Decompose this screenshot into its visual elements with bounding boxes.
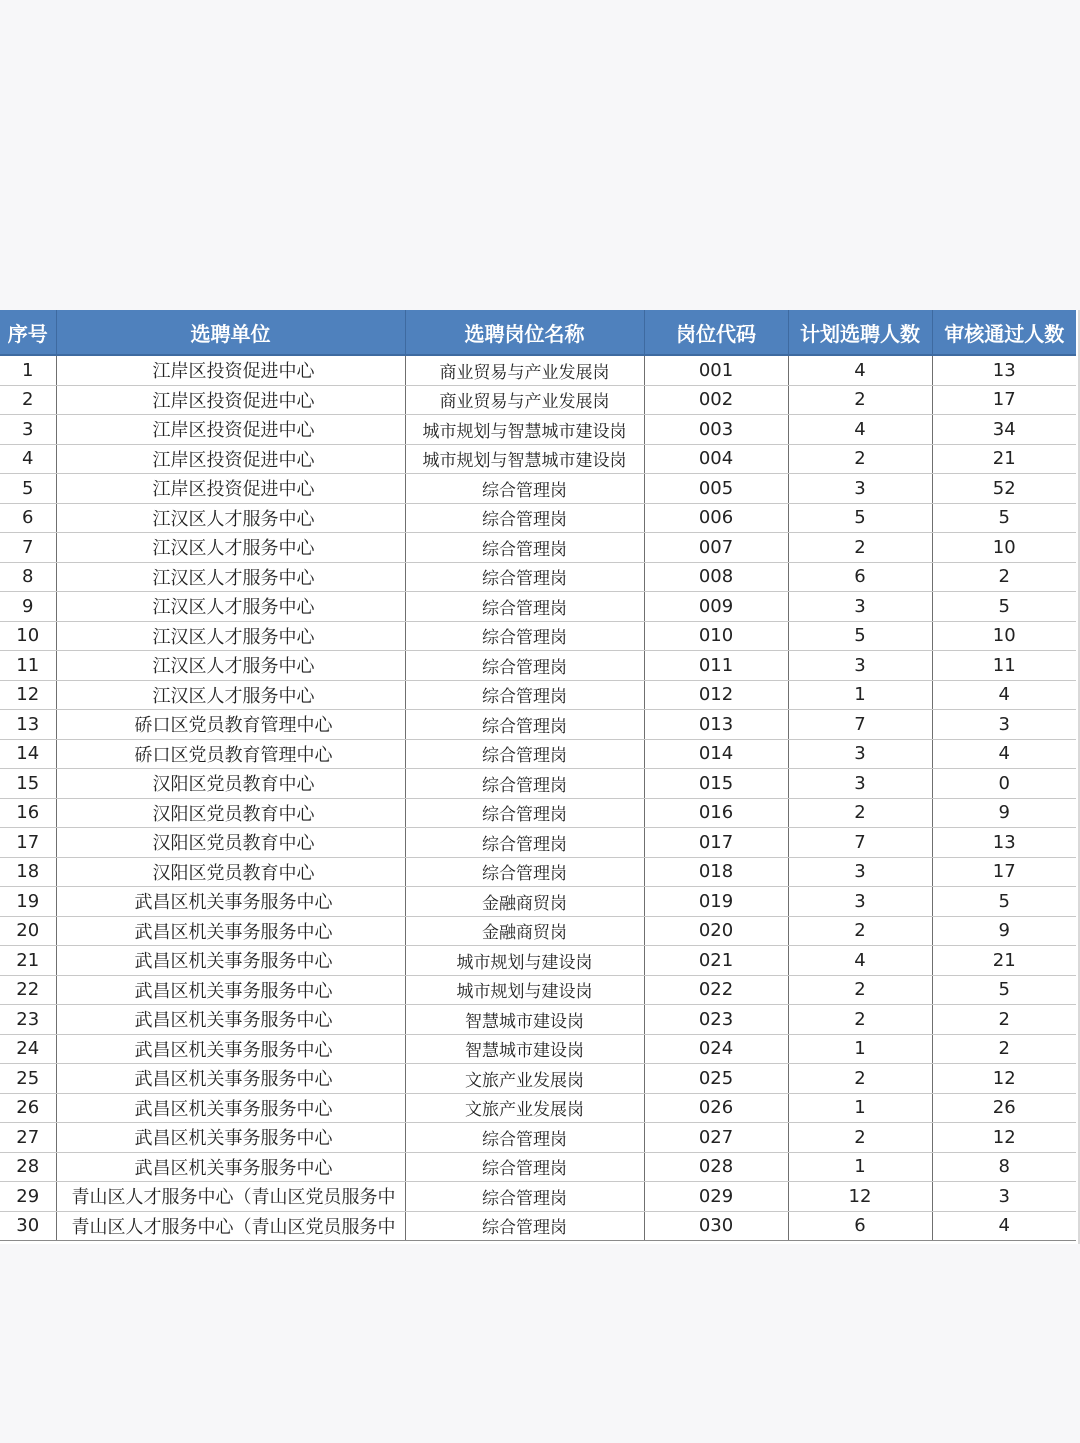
cell-serial-number: 12 <box>0 680 56 710</box>
cell-passed-count: 2 <box>932 1005 1076 1035</box>
cell-position-code: 002 <box>644 385 788 415</box>
table-body <box>0 355 1076 1241</box>
cell-passed-count: 2 <box>932 1034 1076 1064</box>
cell-position-code: 021 <box>644 946 788 976</box>
table-row <box>0 916 1076 946</box>
cell-planned-count: 3 <box>788 857 932 887</box>
table-row <box>0 828 1076 858</box>
cell-serial-number: 15 <box>0 769 56 799</box>
cell-planned-count: 2 <box>788 1064 932 1094</box>
cell-position-name: 综合管理岗 <box>405 710 644 740</box>
cell-position-name: 综合管理岗 <box>405 474 644 504</box>
cell-passed-count: 4 <box>932 680 1076 710</box>
cell-position-code: 008 <box>644 562 788 592</box>
cell-serial-number: 18 <box>0 857 56 887</box>
cell-position-name: 商业贸易与产业发展岗 <box>405 385 644 415</box>
cell-planned-count: 3 <box>788 474 932 504</box>
cell-recruiting-unit: 江汉区人才服务中心 <box>56 680 405 710</box>
cell-recruiting-unit: 青山区人才服务中心（青山区党员服务中 <box>56 1182 405 1212</box>
spreadsheet-table-area <box>0 310 1080 1244</box>
cell-recruiting-unit: 江岸区投资促进中心 <box>56 444 405 474</box>
cell-position-name: 综合管理岗 <box>405 562 644 592</box>
cell-passed-count: 5 <box>932 503 1076 533</box>
cell-position-code: 027 <box>644 1123 788 1153</box>
cell-position-code: 016 <box>644 798 788 828</box>
cell-recruiting-unit: 武昌区机关事务服务中心 <box>56 916 405 946</box>
cell-planned-count: 2 <box>788 1123 932 1153</box>
cell-position-name: 综合管理岗 <box>405 651 644 681</box>
cell-position-code: 022 <box>644 975 788 1005</box>
cell-recruiting-unit: 江岸区投资促进中心 <box>56 474 405 504</box>
cell-position-name: 综合管理岗 <box>405 1123 644 1153</box>
header-recruiting-unit: 选聘单位 <box>56 310 405 355</box>
cell-planned-count: 1 <box>788 1034 932 1064</box>
header-serial-number: 序号 <box>0 310 56 355</box>
table-row <box>0 769 1076 799</box>
cell-planned-count: 4 <box>788 946 932 976</box>
table-row <box>0 1123 1076 1153</box>
cell-passed-count: 21 <box>932 946 1076 976</box>
cell-passed-count: 13 <box>932 355 1076 385</box>
table-row <box>0 562 1076 592</box>
cell-position-name: 金融商贸岗 <box>405 887 644 917</box>
cell-passed-count: 52 <box>932 474 1076 504</box>
cell-planned-count: 2 <box>788 1005 932 1035</box>
cell-serial-number: 3 <box>0 415 56 445</box>
cell-passed-count: 8 <box>932 1152 1076 1182</box>
cell-position-code: 026 <box>644 1093 788 1123</box>
cell-passed-count: 17 <box>932 385 1076 415</box>
table-header <box>0 310 1076 355</box>
cell-planned-count: 5 <box>788 503 932 533</box>
cell-passed-count: 10 <box>932 621 1076 651</box>
cell-position-code: 020 <box>644 916 788 946</box>
table-row <box>0 857 1076 887</box>
cell-serial-number: 7 <box>0 533 56 563</box>
cell-recruiting-unit: 江汉区人才服务中心 <box>56 533 405 563</box>
cell-serial-number: 5 <box>0 474 56 504</box>
table-row <box>0 710 1076 740</box>
cell-passed-count: 9 <box>932 798 1076 828</box>
cell-recruiting-unit: 江岸区投资促进中心 <box>56 355 405 385</box>
cell-position-name: 综合管理岗 <box>405 828 644 858</box>
cell-position-name: 综合管理岗 <box>405 1182 644 1212</box>
cell-recruiting-unit: 武昌区机关事务服务中心 <box>56 1152 405 1182</box>
cell-recruiting-unit: 江汉区人才服务中心 <box>56 562 405 592</box>
cell-passed-count: 3 <box>932 1182 1076 1212</box>
cell-position-name: 综合管理岗 <box>405 592 644 622</box>
header-position-code: 岗位代码 <box>644 310 788 355</box>
cell-planned-count: 4 <box>788 355 932 385</box>
cell-position-code: 019 <box>644 887 788 917</box>
table-row <box>0 798 1076 828</box>
header-planned-count: 计划选聘人数 <box>788 310 932 355</box>
cell-recruiting-unit: 汉阳区党员教育中心 <box>56 798 405 828</box>
cell-passed-count: 13 <box>932 828 1076 858</box>
table-row <box>0 975 1076 1005</box>
cell-recruiting-unit: 江汉区人才服务中心 <box>56 592 405 622</box>
cell-position-name: 文旅产业发展岗 <box>405 1093 644 1123</box>
cell-position-code: 004 <box>644 444 788 474</box>
table-row <box>0 444 1076 474</box>
cell-position-name: 智慧城市建设岗 <box>405 1005 644 1035</box>
cell-planned-count: 6 <box>788 562 932 592</box>
cell-recruiting-unit: 武昌区机关事务服务中心 <box>56 1123 405 1153</box>
cell-position-code: 030 <box>644 1211 788 1241</box>
header-passed-count: 审核通过人数 <box>932 310 1076 355</box>
cell-serial-number: 24 <box>0 1034 56 1064</box>
cell-position-code: 017 <box>644 828 788 858</box>
cell-position-code: 028 <box>644 1152 788 1182</box>
cell-planned-count: 2 <box>788 385 932 415</box>
cell-passed-count: 11 <box>932 651 1076 681</box>
cell-planned-count: 2 <box>788 916 932 946</box>
table-row <box>0 385 1076 415</box>
cell-passed-count: 10 <box>932 533 1076 563</box>
table-row <box>0 503 1076 533</box>
header-row <box>0 310 1076 355</box>
cell-position-name: 综合管理岗 <box>405 533 644 563</box>
cell-passed-count: 5 <box>932 887 1076 917</box>
cell-passed-count: 26 <box>932 1093 1076 1123</box>
cell-serial-number: 8 <box>0 562 56 592</box>
cell-planned-count: 3 <box>788 887 932 917</box>
cell-position-code: 023 <box>644 1005 788 1035</box>
cell-position-name: 综合管理岗 <box>405 680 644 710</box>
cell-passed-count: 2 <box>932 562 1076 592</box>
cell-position-name: 综合管理岗 <box>405 1152 644 1182</box>
cell-position-name: 城市规划与建设岗 <box>405 946 644 976</box>
cell-recruiting-unit: 江岸区投资促进中心 <box>56 385 405 415</box>
cell-recruiting-unit: 江汉区人才服务中心 <box>56 503 405 533</box>
cell-planned-count: 3 <box>788 592 932 622</box>
cell-serial-number: 11 <box>0 651 56 681</box>
table-row <box>0 1182 1076 1212</box>
cell-passed-count: 0 <box>932 769 1076 799</box>
cell-serial-number: 9 <box>0 592 56 622</box>
cell-passed-count: 9 <box>932 916 1076 946</box>
table-row <box>0 1064 1076 1094</box>
cell-serial-number: 25 <box>0 1064 56 1094</box>
cell-planned-count: 1 <box>788 680 932 710</box>
cell-planned-count: 3 <box>788 769 932 799</box>
cell-recruiting-unit: 青山区人才服务中心（青山区党员服务中 <box>56 1211 405 1241</box>
cell-planned-count: 7 <box>788 828 932 858</box>
cell-passed-count: 17 <box>932 857 1076 887</box>
cell-recruiting-unit: 武昌区机关事务服务中心 <box>56 1034 405 1064</box>
cell-position-code: 006 <box>644 503 788 533</box>
cell-serial-number: 26 <box>0 1093 56 1123</box>
cell-passed-count: 12 <box>932 1123 1076 1153</box>
cell-serial-number: 17 <box>0 828 56 858</box>
cell-recruiting-unit: 硚口区党员教育管理中心 <box>56 739 405 769</box>
table-row <box>0 1152 1076 1182</box>
cell-recruiting-unit: 武昌区机关事务服务中心 <box>56 887 405 917</box>
cell-recruiting-unit: 汉阳区党员教育中心 <box>56 828 405 858</box>
cell-recruiting-unit: 硚口区党员教育管理中心 <box>56 710 405 740</box>
cell-planned-count: 2 <box>788 533 932 563</box>
cell-position-code: 015 <box>644 769 788 799</box>
table-row <box>0 680 1076 710</box>
cell-recruiting-unit: 武昌区机关事务服务中心 <box>56 975 405 1005</box>
cell-position-code: 007 <box>644 533 788 563</box>
table-row <box>0 1005 1076 1035</box>
cell-position-code: 024 <box>644 1034 788 1064</box>
cell-passed-count: 4 <box>932 1211 1076 1241</box>
cell-serial-number: 29 <box>0 1182 56 1212</box>
cell-recruiting-unit: 汉阳区党员教育中心 <box>56 857 405 887</box>
cell-serial-number: 20 <box>0 916 56 946</box>
cell-position-name: 文旅产业发展岗 <box>405 1064 644 1094</box>
cell-planned-count: 4 <box>788 415 932 445</box>
cell-serial-number: 30 <box>0 1211 56 1241</box>
cell-planned-count: 1 <box>788 1152 932 1182</box>
cell-position-code: 010 <box>644 621 788 651</box>
cell-position-code: 018 <box>644 857 788 887</box>
table-row <box>0 739 1076 769</box>
recruitment-table <box>0 310 1076 1241</box>
cell-serial-number: 21 <box>0 946 56 976</box>
cell-serial-number: 13 <box>0 710 56 740</box>
cell-position-name: 综合管理岗 <box>405 769 644 799</box>
cell-position-code: 012 <box>644 680 788 710</box>
cell-serial-number: 23 <box>0 1005 56 1035</box>
cell-passed-count: 21 <box>932 444 1076 474</box>
cell-serial-number: 4 <box>0 444 56 474</box>
cell-position-name: 城市规划与智慧城市建设岗 <box>405 415 644 445</box>
table-row <box>0 946 1076 976</box>
cell-position-name: 综合管理岗 <box>405 503 644 533</box>
cell-planned-count: 6 <box>788 1211 932 1241</box>
cell-position-name: 金融商贸岗 <box>405 916 644 946</box>
cell-passed-count: 12 <box>932 1064 1076 1094</box>
cell-recruiting-unit: 汉阳区党员教育中心 <box>56 769 405 799</box>
cell-serial-number: 27 <box>0 1123 56 1153</box>
cell-recruiting-unit: 武昌区机关事务服务中心 <box>56 946 405 976</box>
cell-recruiting-unit: 武昌区机关事务服务中心 <box>56 1005 405 1035</box>
cell-recruiting-unit: 武昌区机关事务服务中心 <box>56 1093 405 1123</box>
cell-position-name: 城市规划与建设岗 <box>405 975 644 1005</box>
cell-planned-count: 1 <box>788 1093 932 1123</box>
cell-serial-number: 2 <box>0 385 56 415</box>
cell-planned-count: 3 <box>788 739 932 769</box>
cell-position-code: 003 <box>644 415 788 445</box>
cell-recruiting-unit: 江汉区人才服务中心 <box>56 621 405 651</box>
cell-serial-number: 19 <box>0 887 56 917</box>
cell-serial-number: 16 <box>0 798 56 828</box>
cell-position-name: 综合管理岗 <box>405 739 644 769</box>
cell-passed-count: 5 <box>932 592 1076 622</box>
cell-serial-number: 10 <box>0 621 56 651</box>
cell-planned-count: 2 <box>788 444 932 474</box>
table-row <box>0 592 1076 622</box>
cell-serial-number: 1 <box>0 355 56 385</box>
table-row <box>0 1211 1076 1241</box>
cell-passed-count: 34 <box>932 415 1076 445</box>
cell-position-code: 014 <box>644 739 788 769</box>
cell-recruiting-unit: 江汉区人才服务中心 <box>56 651 405 681</box>
cell-position-code: 013 <box>644 710 788 740</box>
cell-passed-count: 3 <box>932 710 1076 740</box>
cell-planned-count: 3 <box>788 651 932 681</box>
cell-planned-count: 5 <box>788 621 932 651</box>
cell-serial-number: 6 <box>0 503 56 533</box>
cell-recruiting-unit: 武昌区机关事务服务中心 <box>56 1064 405 1094</box>
table-row <box>0 355 1076 385</box>
cell-position-code: 029 <box>644 1182 788 1212</box>
table-row <box>0 621 1076 651</box>
table-row <box>0 1093 1076 1123</box>
cell-serial-number: 22 <box>0 975 56 1005</box>
cell-position-name: 智慧城市建设岗 <box>405 1034 644 1064</box>
cell-position-name: 综合管理岗 <box>405 621 644 651</box>
cell-position-name: 综合管理岗 <box>405 798 644 828</box>
cell-serial-number: 28 <box>0 1152 56 1182</box>
table-row <box>0 651 1076 681</box>
table-row <box>0 415 1076 445</box>
cell-position-code: 005 <box>644 474 788 504</box>
cell-passed-count: 4 <box>932 739 1076 769</box>
cell-position-name: 城市规划与智慧城市建设岗 <box>405 444 644 474</box>
cell-position-code: 009 <box>644 592 788 622</box>
cell-position-name: 商业贸易与产业发展岗 <box>405 355 644 385</box>
table-row <box>0 887 1076 917</box>
table-row <box>0 1034 1076 1064</box>
cell-planned-count: 7 <box>788 710 932 740</box>
cell-planned-count: 2 <box>788 975 932 1005</box>
cell-planned-count: 2 <box>788 798 932 828</box>
cell-serial-number: 14 <box>0 739 56 769</box>
table-row <box>0 533 1076 563</box>
table-row <box>0 474 1076 504</box>
cell-planned-count: 12 <box>788 1182 932 1212</box>
header-position-name: 选聘岗位名称 <box>405 310 644 355</box>
cell-passed-count: 5 <box>932 975 1076 1005</box>
cell-position-name: 综合管理岗 <box>405 857 644 887</box>
cell-position-code: 011 <box>644 651 788 681</box>
cell-recruiting-unit: 江岸区投资促进中心 <box>56 415 405 445</box>
cell-position-name: 综合管理岗 <box>405 1211 644 1241</box>
cell-position-code: 025 <box>644 1064 788 1094</box>
cell-position-code: 001 <box>644 355 788 385</box>
